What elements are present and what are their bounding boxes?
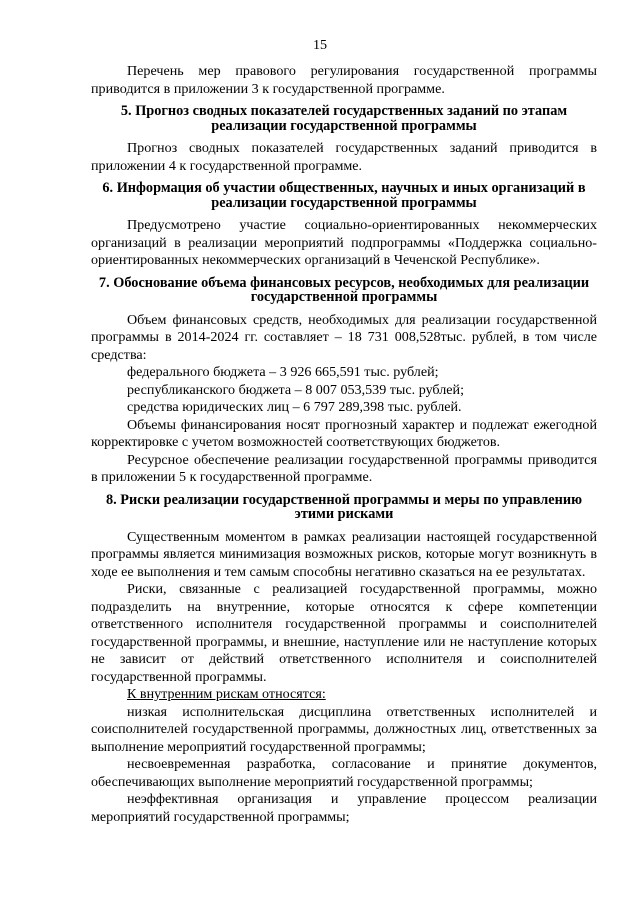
document-body xyxy=(91,63,597,826)
paragraph: Существенным моментом в рамках реализации настоящей государственной программы является минимизация возможных рисков, которые могут возникнуть в ходе ее выполнения и тем самым способны негативно сказаться на ее результатах. xyxy=(91,528,597,580)
paragraph: Ресурсное обеспечение реализации государственной программы приводится в приложении 5 к государственной программе. xyxy=(91,451,597,485)
paragraph: республиканского бюджета – 8 007 053,539 тыс. рублей; xyxy=(127,381,464,398)
paragraph: Риски, связанные с реализацией государственной программы, можно подразделить на внутренние, которые относятся к сфере компетенции ответственного исполнителя государственной программы и соисполнителей государственной программы, и внешние, наступление или не наступление которых не зависит от действий ответственного исполнителя и соисполнителей государственной программы. xyxy=(91,581,597,685)
paragraph: Перечень мер правового регулирования государственной программы приводится в приложении 3 к государственной программе. xyxy=(91,63,597,97)
underlined-text: К внутренним рискам относятся: xyxy=(127,686,326,702)
paragraph: средства юридических лиц – 6 797 289,398 тыс. рублей. xyxy=(127,399,462,415)
section-heading: 6. Информация об участии общественных, научных и иных организаций в реализации государственной программы xyxy=(102,180,586,211)
paragraph: низкая исполнительская дисциплина ответственных исполнителей и соисполнителей государственной программы, должностных лиц, ответственных за выполнение мероприятий государственной программы; xyxy=(91,703,597,755)
paragraph: Объем финансовых средств, необходимых для реализации государственной программы в 2014-2024 гг. составляет – 18 731 008,528тыс. рублей, в том числе средства: xyxy=(91,311,597,363)
underlined-subheading xyxy=(91,686,597,704)
page-number: 15 xyxy=(312,37,328,53)
paragraph: федерального бюджета – 3 926 665,591 тыс. рублей; xyxy=(127,364,439,380)
paragraph: несвоевременная разработка, согласование и принятие документов, обеспечивающих выполнение мероприятий государственной программы; xyxy=(91,756,597,790)
paragraph: неэффективная организация и управление процессом реализации мероприятий государственной программы; xyxy=(91,791,597,825)
section-heading: 5. Прогноз сводных показателей государственных заданий по этапам реализации государственной программы xyxy=(120,103,568,134)
paragraph: Прогноз сводных показателей государственных заданий приводится в приложении 4 к государственной программе. xyxy=(91,140,597,174)
paragraph: Объемы финансирования носят прогнозный характер и подлежат ежегодной корректировке с учетом возможностей соответствующих бюджетов. xyxy=(91,416,597,450)
paragraph: Предусмотрено участие социально-ориентированных некоммерческих организаций в реализации мероприятий подпрограммы «Поддержка социально-ориентированных некоммерческих организаций в Чеченской Республике». xyxy=(91,217,597,268)
section-heading: 8. Риски реализации государственной программы и меры по управлению этими рисками xyxy=(105,491,583,522)
section-heading: 7. Обоснование объема финансовых ресурсов, необходимых для реализации государственной программы xyxy=(98,274,590,305)
